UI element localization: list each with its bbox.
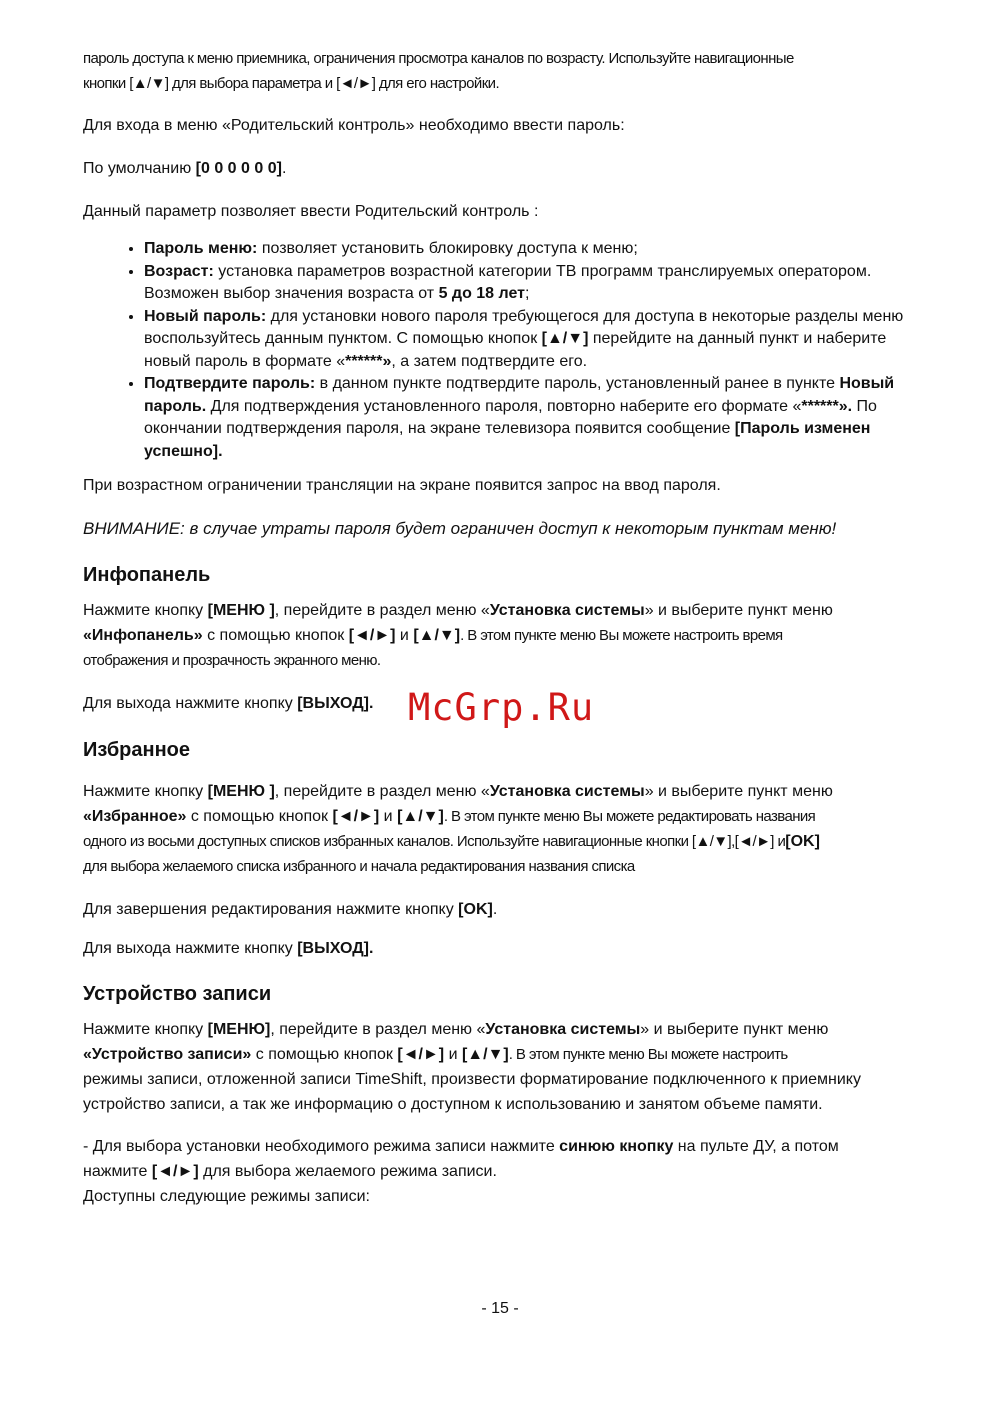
warning-note: ВНИМАНИЕ: в случае утраты пароля будет ограничен доступ к некоторым пунктам меню! <box>83 519 837 538</box>
recorder-mode-instructions: - Для выбора установки необходимого режима записи нажмите синюю кнопку на пульте ДУ, а потом нажмите [◄/►] для выбора желаемого режима записи. Доступны следующие режимы записи: <box>83 1138 839 1205</box>
heading-recorder: Устройство записи <box>83 983 272 1005</box>
document-page <box>83 46 928 1209</box>
heading-infopanel: Инфопанель <box>83 564 211 586</box>
favorites-instructions: Нажмите кнопку [МЕНЮ ], перейдите в раздел меню «Установка системы» и выберите пункт меню «Избранное» с помощью кнопок [◄/►] и [▲/▼]. В этом пункте меню Вы можете редактировать названия одного из восьми доступных списков избранных каналов. Используйте навигационные кнопки [▲/▼],[◄/►] и[OK] для выбора желаемого списка избранного и начала редактирования названия списка <box>83 783 833 875</box>
favorites-finish: Для завершения редактирования нажмите кнопку [OK]. <box>83 901 498 918</box>
intro-default-password: По умолчанию [0 0 0 0 0 0]. <box>83 160 287 177</box>
recorder-instructions: Нажмите кнопку [МЕНЮ], перейдите в раздел меню «Установка системы» и выберите пункт меню «Устройство записи» с помощью кнопок [◄/►] и [▲/▼]. В этом пункте меню Вы можете настроить режимы записи, отложенной записи TimeShift, произвести форматирование подключенного к приемнику устройство записи, а так же информацию о доступном к использованию и занятом объеме памяти. <box>83 1021 861 1113</box>
infopanel-instructions: Нажмите кнопку [МЕНЮ ], перейдите в раздел меню «Установка системы» и выберите пункт меню «Инфопанель» с помощью кнопок [◄/►] и [▲/▼]. В этом пункте меню Вы можете настроить время отображения и прозрачность экранного меню. <box>83 602 833 669</box>
intro-password-entry: Для входа в меню «Родительский контроль» необходимо ввести пароль: <box>83 117 625 134</box>
intro-parental-control: Данный параметр позволяет ввести Родительский контроль : <box>83 203 539 220</box>
infopanel-exit: Для выхода нажмите кнопку [ВЫХОД]. <box>83 695 374 712</box>
list-item: • Подтвердите пароль: в данном пункте подтвердите пароль, установленный ранее в пункте Новый пароль. Для подтверждения установленного пароля, повторно наберите его формате «******». По окончании подтверждения пароля, на экране телевизора появится сообщение [Пароль изменен успешно]. <box>144 373 928 463</box>
list-item: • Пароль меню: позволяет установить блокировку доступа к меню; <box>144 238 928 261</box>
favorites-exit: Для выхода нажмите кнопку [ВЫХОД]. <box>83 940 374 957</box>
watermark: McGrp.Ru <box>408 686 595 729</box>
intro-line-2: кнопки [▲/▼] для выбора параметра и [◄/►] для его настройки. <box>83 75 500 92</box>
parental-options-list <box>83 238 928 463</box>
list-item: • Возраст: установка параметров возрастной категории ТВ программ транслируемых оператором. Возможен выбор значения возраста от 5 до 18 лет; <box>144 261 928 306</box>
age-restriction-note: При возрастном ограничении трансляции на экране появится запрос на ввод пароля. <box>83 477 721 494</box>
list-item: • Новый пароль: для установки нового пароля требующегося для доступа в некоторые разделы меню воспользуйтесь данным пунктом. С помощью кнопок [▲/▼] перейдите на данный пункт и наберите новый пароль в формате «******», а затем подтвердите его. <box>144 306 928 374</box>
heading-favorites: Избранное <box>83 739 191 761</box>
page-number: - 15 - <box>481 1300 519 1317</box>
intro-line-1: пароль доступа к меню приемника, ограничения просмотра каналов по возрасту. Используйте навигационные <box>83 50 794 67</box>
